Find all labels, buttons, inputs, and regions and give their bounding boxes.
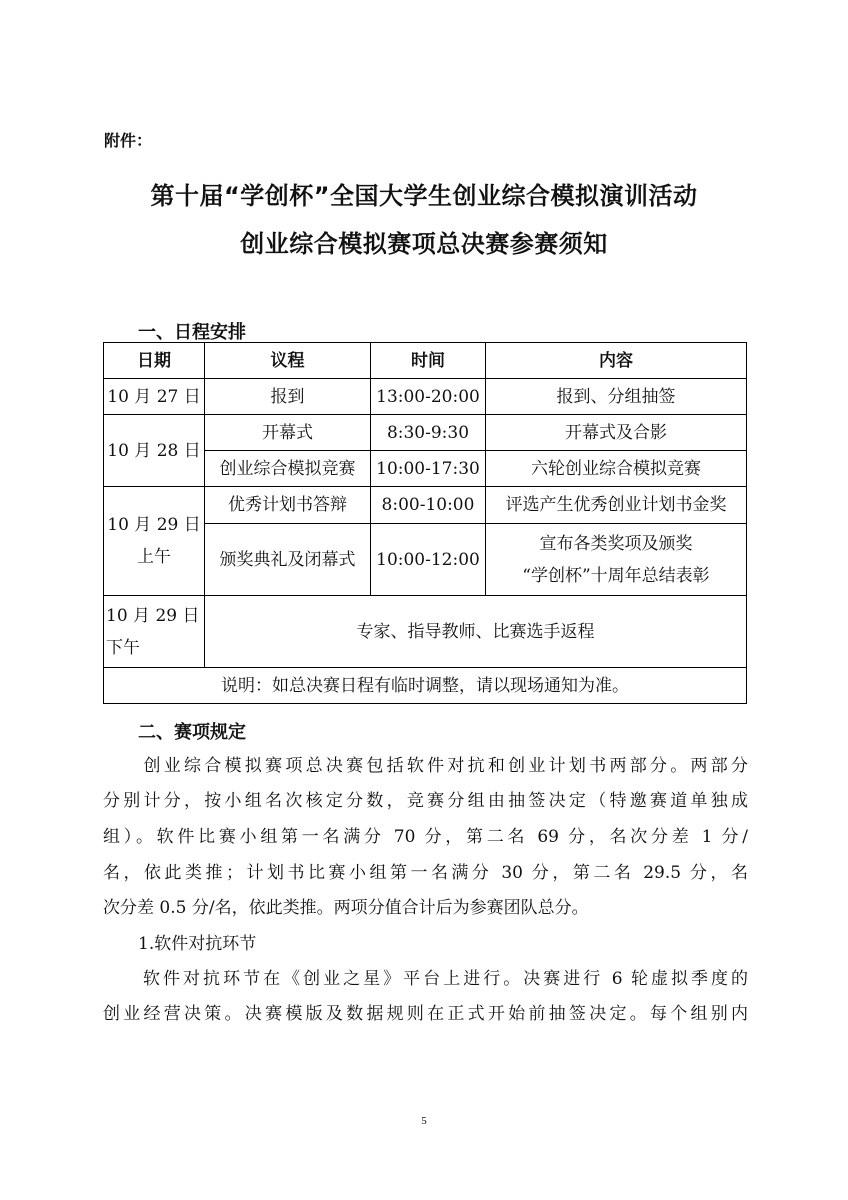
cell-time: 10:00-17:30 [371, 451, 486, 487]
table-header-row [104, 343, 747, 379]
header-agenda: 议程 [205, 343, 371, 379]
page-number: 5 [421, 1115, 427, 1127]
subheading-software: 1.软件对抗环节 [138, 934, 257, 954]
cell-agenda: 开幕式 [205, 415, 371, 451]
cell-content-line1: 宣布各类奖项及颁奖 [539, 533, 693, 554]
table-row [104, 415, 747, 451]
section-heading-schedule: 一、日程安排 [138, 322, 246, 343]
table-note: 说明：如总决赛日程有临时调整，请以现场通知为准。 [104, 668, 747, 704]
header-time: 时间 [371, 343, 486, 379]
cell-date-line1: 10 月 29 日 [106, 605, 200, 626]
header-content: 内容 [486, 343, 747, 379]
cell-time: 10:00-12:00 [371, 524, 486, 596]
paragraph-line: 创业综合模拟赛项总决赛包括软件对抗和创业计划书两部分。两部分 [103, 756, 748, 776]
cell-time: 8:00-10:00 [371, 487, 486, 524]
cell-content: 六轮创业综合模拟竞赛 [486, 451, 747, 487]
paragraph-line: 软件对抗环节在《创业之星》平台上进行。决赛进行 6 轮虚拟季度的 [103, 969, 748, 989]
cell-date [104, 487, 205, 596]
attachment-label: 附件： [104, 131, 153, 150]
cell-content: 开幕式及合影 [486, 415, 747, 451]
cell-content: 评选产生优秀创业计划书金奖 [486, 487, 747, 524]
cell-date [104, 596, 205, 668]
cell-agenda: 颁奖典礼及闭幕式 [205, 524, 371, 596]
cell-content: 报到、分组抽签 [486, 379, 747, 415]
cell-content [486, 524, 747, 596]
paragraph-line: 次分差 0.5 分/名，依此类推。两项分值合计后为参赛团队总分。 [103, 898, 589, 918]
table-note-row [104, 668, 747, 704]
cell-date-line2: 下午 [106, 637, 140, 658]
cell-date-line1: 10 月 29 日 [107, 515, 201, 535]
paragraph-line: 分别计分，按小组名次核定分数，竞赛分组由抽签决定（特邀赛道单独成 [103, 791, 748, 811]
cell-agenda: 报到 [205, 379, 371, 415]
table-row [104, 487, 747, 524]
cell-agenda: 优秀计划书答辩 [205, 487, 371, 524]
cell-date-line2: 上午 [137, 547, 171, 567]
cell-time: 8:30-9:30 [371, 415, 486, 451]
paragraph-line: 名，依此类推；计划书比赛小组第一名满分 30 分，第二名 29.5 分，名 [103, 863, 748, 883]
document-title-line1: 第十届“学创杯”全国大学生创业综合模拟演训活动 [150, 182, 698, 210]
paragraph-line: 创业经营决策。决赛模版及数据规则在正式开始前抽签决定。每个组别内 [103, 1004, 748, 1024]
table-row [104, 596, 747, 668]
document-title-line2: 创业综合模拟赛项总决赛参赛须知 [240, 230, 608, 258]
cell-date: 10 月 28 日 [104, 415, 205, 487]
paragraph-line: 组）。软件比赛小组第一名满分 70 分，第二名 69 分，名次分差 1 分/ [103, 827, 748, 847]
schedule-table [103, 342, 747, 704]
cell-agenda: 创业综合模拟竞赛 [205, 451, 371, 487]
cell-content-line2: “学创杯”十周年总结表彰 [522, 565, 710, 586]
table-row [104, 379, 747, 415]
cell-date: 10 月 27 日 [104, 379, 205, 415]
cell-time: 13:00-20:00 [371, 379, 486, 415]
section-heading-rules: 二、赛项规定 [138, 722, 246, 743]
header-date: 日期 [104, 343, 205, 379]
cell-content: 专家、指导教师、比赛选手返程 [205, 596, 747, 668]
